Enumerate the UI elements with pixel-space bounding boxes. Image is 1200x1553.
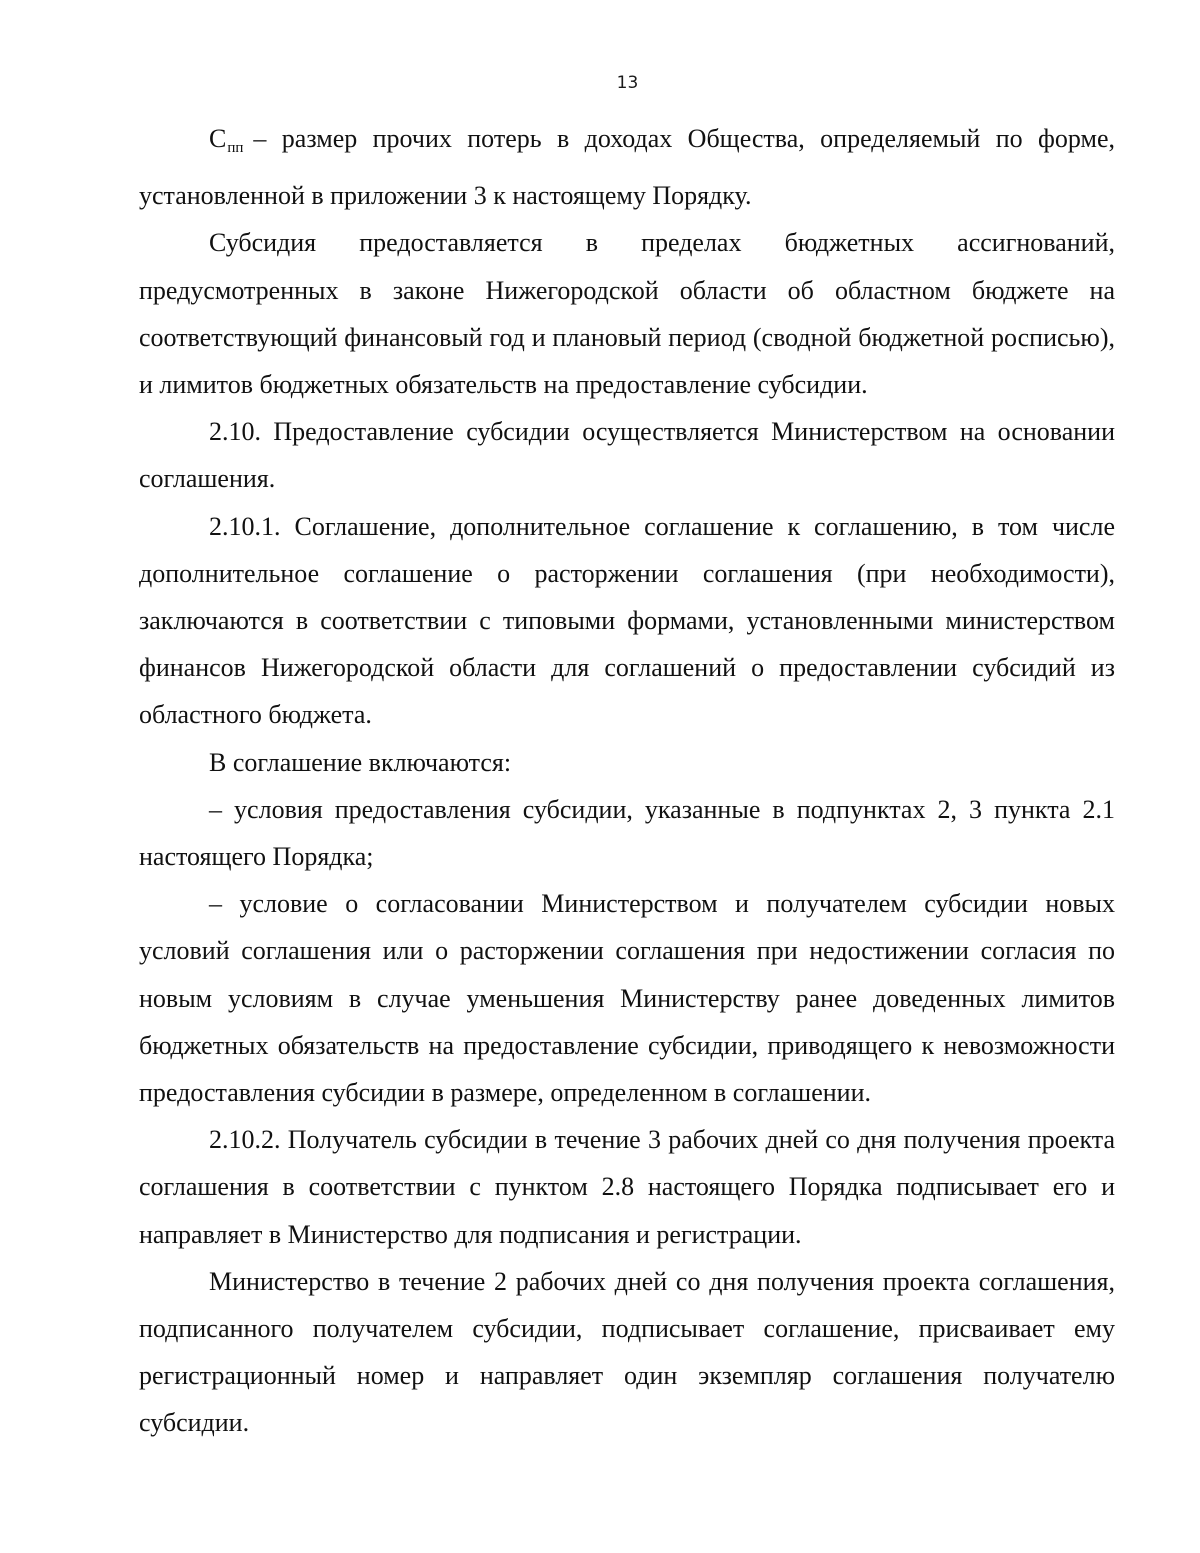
page-number: 13 xyxy=(616,73,639,93)
paragraph-2-10: 2.10. Предоставление субсидии осуществляется Министерством на основании соглашения. xyxy=(139,417,1115,494)
paragraph-agreement-includes: В соглашение включаются: xyxy=(209,747,512,777)
paragraph-subsidy-limits: Субсидия предоставляется в пределах бюджетных ассигнований, предусмотренных в законе Нижегородской области об областном бюджете на соответствующий финансовый год и плановый период (сводной бюджетной росписью), и лимитов бюджетных обязательств на предоставление субсидии. xyxy=(139,228,1115,400)
document-body xyxy=(139,115,1115,1447)
paragraph-2-10-1: 2.10.1. Соглашение, дополнительное соглашение к соглашению, в том числе дополнительное соглашение о расторжении соглашения (при необходимости), заключаются в соответствии с типовыми формами, установленными министерством финансов Нижегородской области для соглашений о предоставлении субсидий из областного бюджета. xyxy=(139,511,1115,730)
paragraph-text: – размер прочих потерь в доходах Общества, определяемый по форме, установленной в приложении 3 к настоящему Порядку. xyxy=(139,124,1115,211)
list-item-conditions: – условия предоставления субсидии, указанные в подпунктах 2, 3 пункта 2.1 настоящего Порядка; xyxy=(139,794,1115,872)
list-item-agreement-terms: – условие о согласовании Министерством и получателем субсидии новых условий соглашения или о расторжении соглашения при недостижении согласия по новым условиям в случае уменьшения Министерству ранее доведенных лимитов бюджетных обязательств на предоставление субсидии, приводящего к невозможности предоставления субсидии в размере, определенном в соглашении. xyxy=(139,889,1115,1108)
paragraph-ministry-signing: Министерство в течение 2 рабочих дней со дня получения проекта соглашения, подписанного получателем субсидии, подписывает соглашение, присваивает ему регистрационный номер и направляет один экземпляр соглашения получателю субсидии. xyxy=(139,1266,1115,1438)
paragraph-2-10-2: 2.10.2. Получатель субсидии в течение 3 рабочих дней со дня получения проекта соглашения в соответствии с пунктом 2.8 настоящего Порядка подписывает его и направляет в Министерство для подписания и регистрации. xyxy=(139,1125,1115,1249)
formula-subscript: пп xyxy=(227,140,244,156)
paragraph-cpp-definition xyxy=(139,115,1115,219)
formula-symbol: С xyxy=(209,124,227,153)
